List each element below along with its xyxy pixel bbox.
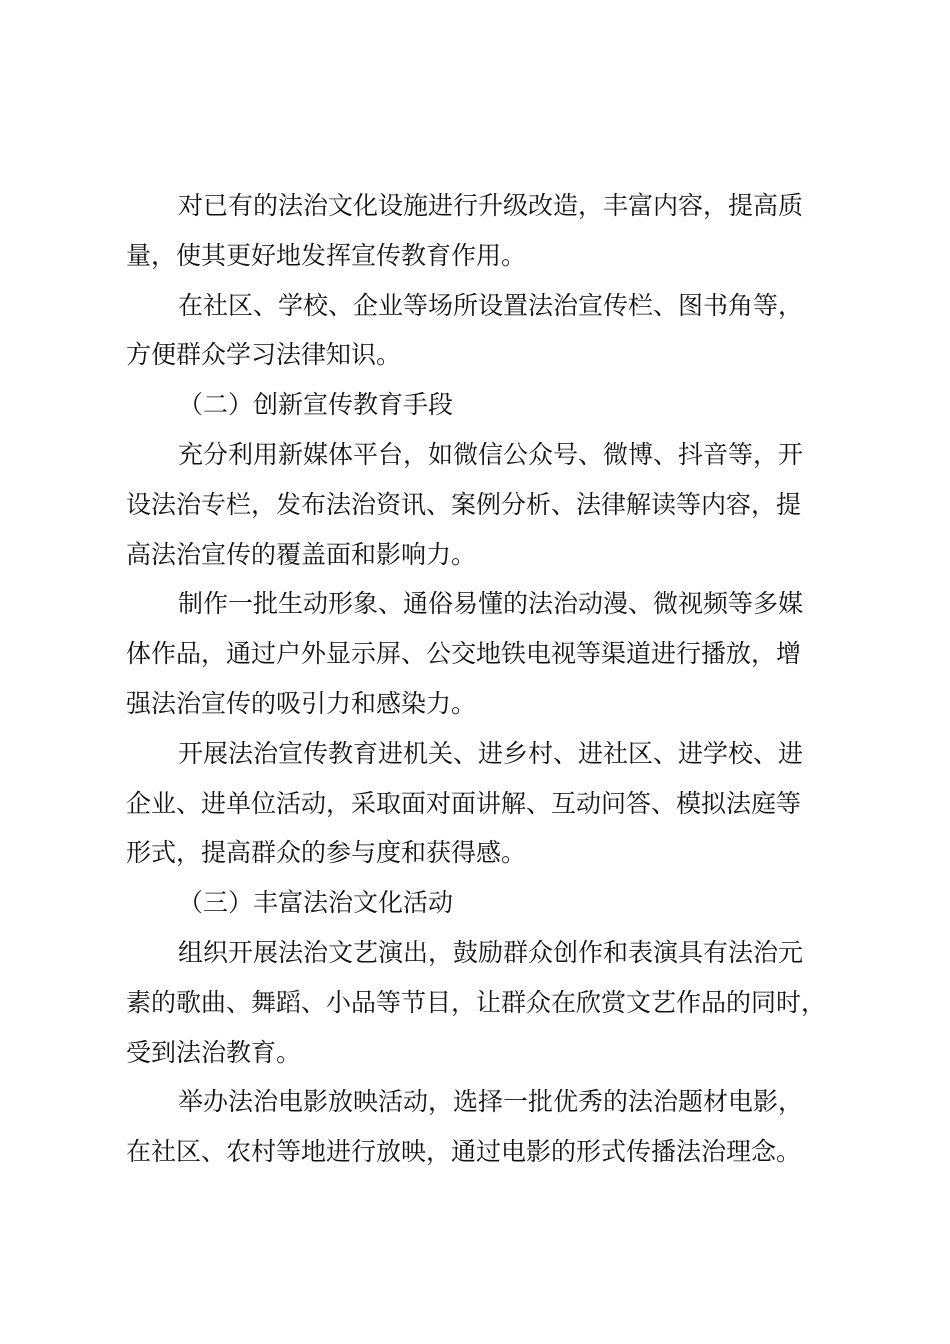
text-line: 高法治宣传的覆盖面和影响力。 xyxy=(126,539,477,569)
text-line: 量，使其更好地发挥宣传教育作用。 xyxy=(126,240,527,270)
text-line: 方便群众学习法律知识。 xyxy=(126,340,402,370)
section-heading: （二）创新宣传教育手段 xyxy=(178,390,454,420)
text-line: 企业、进单位活动，采取面对面讲解、互动问答、模拟法庭等 xyxy=(126,788,802,818)
text-line: 制作一批生动形象、通俗易懂的法治动漫、微视频等多媒 xyxy=(178,589,804,619)
text-line: 设法治专栏，发布法治资讯、案例分析、法律解读等内容，提 xyxy=(126,489,802,519)
text-line: 开展法治宣传教育进机关、进乡村、进社区、进学校、进 xyxy=(178,738,804,768)
section-heading: （三）丰富法治文化活动 xyxy=(178,888,454,918)
text-line: 在社区、农村等地进行放映，通过电影的形式传播法治理念。 xyxy=(126,1137,802,1167)
text-line: 充分利用新媒体平台，如微信公众号、微博、抖音等，开 xyxy=(178,439,804,469)
text-line: 形式，提高群众的参与度和获得感。 xyxy=(126,838,527,868)
text-line: 体作品，通过户外显示屏、公交地铁电视等渠道进行播放，增 xyxy=(126,639,802,669)
text-line: 对已有的法治文化设施进行升级改造，丰富内容，提高质 xyxy=(178,191,804,220)
document-body xyxy=(126,181,832,1177)
text-line: 素的歌曲、舞蹈、小品等节目，让群众在欣赏文艺作品的同时， xyxy=(126,987,827,1017)
text-line: 在社区、学校、企业等场所设置法治宣传栏、图书角等， xyxy=(178,290,804,320)
text-line: 举办法治电影放映活动，选择一批优秀的法治题材电影， xyxy=(178,1087,804,1117)
text-line: 强法治宣传的吸引力和感染力。 xyxy=(126,688,477,718)
text-line: 组织开展法治文艺演出，鼓励群众创作和表演具有法治元 xyxy=(178,937,804,967)
text-line: 受到法治教育。 xyxy=(126,1037,302,1067)
